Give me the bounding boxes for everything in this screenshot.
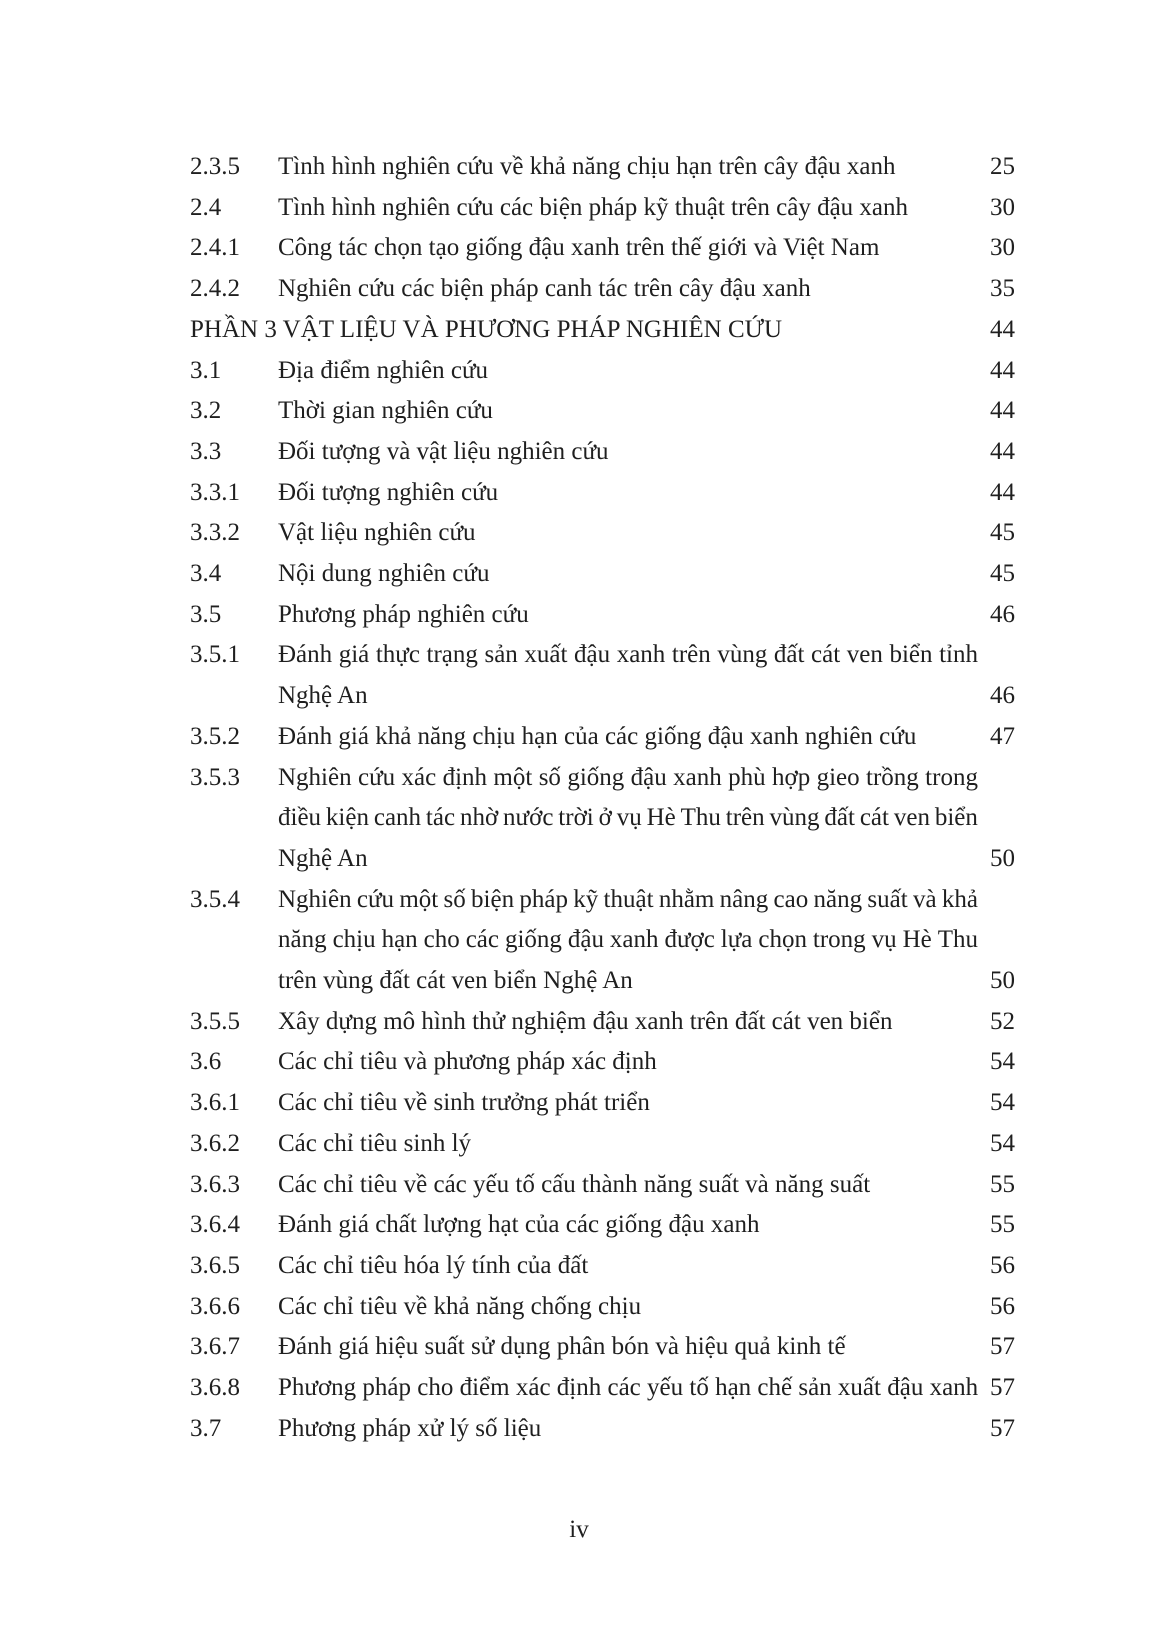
toc-entry-word: vùng [717, 641, 768, 669]
toc-entry-word: giá [338, 641, 370, 669]
toc-entry-page: 44 [990, 315, 1015, 343]
toc-entry-word: phù [728, 763, 766, 791]
toc-entry-text [278, 635, 978, 676]
toc-entry-word: chịu [332, 926, 376, 954]
toc-entry-word: đất [773, 641, 805, 669]
toc-entry-word: sản [484, 641, 518, 669]
toc-row [190, 473, 1015, 514]
toc-entry-word: xanh [609, 926, 659, 954]
toc-row [190, 635, 1015, 676]
toc-entry-page: 57 [990, 1414, 1015, 1442]
toc-row [190, 1287, 1015, 1328]
toc-section-heading-text: PHẦN 3 VẬT LIỆU VÀ PHƯƠNG PHÁP NGHIÊN CỨU [190, 315, 783, 343]
toc-row [190, 920, 1015, 961]
toc-entry-word: số [538, 763, 561, 791]
toc-row [190, 1327, 1015, 1368]
toc-entry-text: Đối tượng và vật liệu nghiên cứu [278, 437, 609, 465]
toc-entry-text: trên vùng đất cát ven biển Nghệ An [278, 967, 633, 995]
toc-entry-page: 57 [990, 1374, 1015, 1402]
toc-entry-word: tác [425, 804, 456, 832]
toc-entry-text: Đánh giá chất lượng hạt của các giống đậu xanh [278, 1211, 760, 1239]
toc-entry-word: Thu [680, 804, 721, 832]
toc-entry-number: 3.6.4 [190, 1211, 240, 1239]
toc-entry-word: thực [375, 641, 420, 669]
toc-entry-word: đất [824, 804, 855, 832]
toc-entry-word: vụ [871, 926, 897, 954]
toc-entry-number: 3.4 [190, 560, 222, 588]
toc-entry-word: thuật [603, 885, 654, 913]
toc-row [190, 554, 1015, 595]
toc-row [190, 1042, 1015, 1083]
toc-entry-word: cứu [357, 763, 396, 791]
toc-entry-word: xanh [616, 641, 666, 669]
toc-entry-number: 3.6.2 [190, 1129, 240, 1157]
toc-row [190, 391, 1015, 432]
toc-entry-number [190, 961, 278, 1002]
toc-entry-word: nhằm [658, 885, 715, 913]
toc-entry-number: 3.6.6 [190, 1292, 240, 1320]
toc-entry-word: Hè [902, 926, 932, 954]
toc-entry-text: Phương pháp xử lý số liệu [278, 1414, 542, 1442]
toc-entry-text: Nghiên cứu các biện pháp canh tác trên cây đậu xanh [278, 275, 811, 303]
toc-entry-word: năng [813, 885, 863, 913]
toc-entry-word: đậu [630, 763, 667, 791]
page-footer [0, 1510, 1158, 1550]
toc-entry-page [978, 758, 1015, 799]
toc-entry-word: nhờ [459, 804, 499, 832]
toc-entry-word: hợp [771, 763, 811, 791]
toc-entry-number: 3.5.1 [190, 641, 240, 669]
toc-entry-word: giống [504, 926, 562, 954]
toc-entry-page: 46 [990, 600, 1015, 628]
toc-entry-number [190, 920, 278, 961]
toc-entry-number: 3.3 [190, 437, 222, 465]
toc-entry-number: 3.5.2 [190, 722, 240, 750]
toc-entry-number: 3.6.8 [190, 1374, 240, 1402]
toc-entry-text: Đánh giá hiệu suất sử dụng phân bón và hiệu quả kinh tế [278, 1333, 846, 1361]
toc-entry-word: chọn [758, 926, 807, 954]
toc-entry-page [978, 920, 1015, 961]
toc-entry-word: Nghiên [278, 885, 352, 913]
toc-entry-word: kiện [325, 804, 369, 832]
toc-entry-word: trên [671, 641, 711, 669]
toc-row [190, 1246, 1015, 1287]
toc-entry-word: trạng [426, 641, 478, 669]
table-of-contents [190, 147, 1015, 1450]
toc-entry-page: 35 [990, 275, 1015, 303]
toc-entry-word: cho [423, 926, 460, 954]
toc-row [190, 595, 1015, 636]
toc-row [190, 228, 1015, 269]
toc-entry-text: Tình hình nghiên cứu về khả năng chịu hạn trên cây đậu xanh [278, 153, 896, 180]
toc-entry-word: một [493, 763, 533, 791]
toc-entry-word: cao [773, 885, 809, 913]
toc-entry-page: 54 [990, 1129, 1015, 1157]
toc-entry-number: 2.4.1 [190, 234, 240, 262]
toc-entry-word: ở [598, 804, 612, 832]
toc-entry-word: một [399, 885, 439, 913]
toc-entry-word: trong [812, 926, 866, 954]
toc-entry-number: 3.6.3 [190, 1170, 240, 1198]
toc-entry-word: điều [278, 804, 322, 832]
toc-row [190, 269, 1015, 310]
toc-entry-text [278, 798, 978, 839]
toc-entry-word: xanh [673, 763, 722, 791]
toc-entry-page: 56 [990, 1251, 1015, 1279]
toc-entry-page: 57 [990, 1333, 1015, 1361]
toc-entry-page: 46 [990, 682, 1015, 710]
toc-entry-text: Các chỉ tiêu về sinh trưởng phát triển [278, 1089, 650, 1117]
toc-entry-page: 50 [990, 844, 1015, 872]
toc-entry-text: Nghệ An [278, 682, 368, 710]
toc-row [190, 1124, 1015, 1165]
toc-entry-number: 2.4.2 [190, 275, 240, 303]
toc-entry-page: 30 [990, 193, 1015, 221]
toc-entry-page: 30 [990, 234, 1015, 262]
toc-entry-number: 3.6.1 [190, 1089, 240, 1117]
toc-entry-word: Thu [937, 926, 978, 954]
toc-row [190, 758, 1015, 799]
toc-entry-page: 44 [990, 478, 1015, 506]
toc-entry-word: hạn [381, 926, 418, 954]
toc-row [190, 432, 1015, 473]
toc-entry-word: lựa [720, 926, 753, 954]
toc-entry-text: Thời gian nghiên cứu [278, 397, 493, 425]
toc-section-heading-row [190, 310, 1015, 351]
toc-row [190, 147, 1015, 188]
toc-entry-word: Hè [646, 804, 676, 832]
toc-entry-word: trời [558, 804, 594, 832]
toc-entry-word: cát [859, 804, 889, 832]
toc-entry-page [978, 635, 1015, 676]
toc-row [190, 1083, 1015, 1124]
toc-entry-number: 3.5 [190, 600, 222, 628]
toc-row [190, 1409, 1015, 1450]
toc-row [190, 188, 1015, 229]
toc-entry-word: các [465, 926, 499, 954]
toc-entry-number: 3.5.4 [190, 885, 240, 913]
toc-entry-text: Vật liệu nghiên cứu [278, 519, 476, 547]
toc-entry-number: 3.5.3 [190, 763, 240, 791]
toc-entry-number: 3.5.5 [190, 1007, 240, 1035]
toc-entry-text: Địa điểm nghiên cứu [278, 356, 489, 384]
toc-entry-word: gieo [816, 763, 860, 791]
toc-entry-page: 45 [990, 560, 1015, 588]
toc-entry-page: 44 [990, 356, 1015, 384]
toc-entry-number [190, 798, 278, 839]
toc-entry-word: cát [811, 641, 841, 669]
toc-entry-page [978, 798, 1015, 839]
toc-row [190, 839, 1015, 880]
toc-entry-page: 25 [990, 153, 1015, 180]
toc-entry-page: 55 [990, 1211, 1015, 1239]
page-number: iv [569, 1516, 589, 1543]
toc-entry-word: khả [941, 885, 978, 913]
toc-entry-text: Các chỉ tiêu và phương pháp xác định [278, 1048, 657, 1076]
toc-entry-text: Công tác chọn tạo giống đậu xanh trên thế giới và Việt Nam [278, 234, 880, 262]
toc-entry-word: biển [889, 641, 933, 669]
toc-entry-page [978, 880, 1015, 921]
toc-entry-word: xác [401, 763, 437, 791]
toc-entry-text: Các chỉ tiêu hóa lý tính của đất [278, 1251, 589, 1279]
toc-entry-word: Nghiên [278, 763, 352, 791]
toc-entry-word: pháp [519, 885, 568, 913]
toc-entry-text: Các chỉ tiêu sinh lý [278, 1129, 472, 1157]
toc-entry-number: 3.6.5 [190, 1251, 240, 1279]
toc-entry-number: 3.1 [190, 356, 222, 384]
toc-entry-text: Nội dung nghiên cứu [278, 560, 490, 588]
toc-entry-word: đậu [574, 641, 611, 669]
toc-entry-text [278, 758, 978, 799]
toc-entry-word: Đánh [278, 641, 333, 669]
toc-entry-number: 2.4 [190, 193, 222, 221]
toc-entry-word: số [443, 885, 466, 913]
toc-entry-word: ven [893, 804, 930, 832]
toc-entry-number: 2.3.5 [190, 153, 240, 180]
toc-entry-text: Đối tượng nghiên cứu [278, 478, 499, 506]
toc-entry-word: trồng [866, 763, 919, 791]
toc-entry-number: 3.7 [190, 1414, 222, 1442]
toc-entry-word: và [912, 885, 937, 913]
toc-entry-word: cứu [356, 885, 395, 913]
toc-entry-word: đậu [567, 926, 604, 954]
toc-entry-text [278, 880, 978, 921]
toc-row [190, 1205, 1015, 1246]
toc-row [190, 1002, 1015, 1043]
toc-entry-number: 3.6.7 [190, 1333, 240, 1361]
toc-entry-text: Đánh giá khả năng chịu hạn của các giống đậu xanh nghiên cứu [278, 722, 917, 750]
toc-entry-word: vụ [616, 804, 642, 832]
toc-entry-word: giống [567, 763, 625, 791]
toc-entry-page: 55 [990, 1170, 1015, 1198]
toc-entry-page: 52 [990, 1007, 1015, 1035]
toc-row [190, 880, 1015, 921]
toc-row [190, 1368, 1015, 1409]
toc-row [190, 351, 1015, 392]
toc-entry-text [278, 920, 978, 961]
toc-entry-word: xuất [524, 641, 568, 669]
toc-entry-text: Các chỉ tiêu về khả năng chống chịu [278, 1292, 642, 1320]
toc-entry-word: biện [471, 885, 515, 913]
toc-row [190, 717, 1015, 758]
toc-entry-page: 54 [990, 1089, 1015, 1117]
toc-entry-text: Phương pháp nghiên cứu [278, 600, 529, 628]
toc-entry-word: nước [503, 804, 554, 832]
toc-entry-page: 45 [990, 519, 1015, 547]
toc-entry-word: vùng [769, 804, 820, 832]
toc-entry-number [190, 839, 278, 880]
toc-entry-word: năng [278, 926, 327, 954]
toc-entry-page: 56 [990, 1292, 1015, 1320]
toc-row [190, 513, 1015, 554]
toc-entry-page: 54 [990, 1048, 1015, 1076]
toc-entry-text: Tình hình nghiên cứu các biện pháp kỹ thuật trên cây đậu xanh [278, 193, 909, 221]
toc-entry-word: suất [867, 885, 908, 913]
toc-entry-word: ven [846, 641, 883, 669]
toc-entry-word: được [664, 926, 715, 954]
toc-entry-number [190, 676, 278, 717]
toc-entry-word: trên [725, 804, 765, 832]
toc-row [190, 676, 1015, 717]
toc-entry-page: 44 [990, 437, 1015, 465]
toc-entry-word: canh [373, 804, 422, 832]
toc-entry-page: 50 [990, 967, 1015, 995]
toc-entry-text: Nghệ An [278, 844, 368, 872]
toc-entry-word: kỹ [573, 885, 599, 913]
toc-entry-word: tỉnh [939, 641, 978, 669]
toc-entry-word: biển [934, 804, 978, 832]
toc-entry-number: 3.3.1 [190, 478, 240, 506]
toc-entry-text: Các chỉ tiêu về các yếu tố cấu thành năng suất và năng suất [278, 1170, 871, 1198]
toc-entry-number: 3.2 [190, 397, 222, 425]
toc-entry-page: 44 [990, 397, 1015, 425]
toc-row [190, 1165, 1015, 1206]
toc-entry-word: định [442, 763, 488, 791]
toc-entry-word: nâng [719, 885, 769, 913]
toc-row [190, 798, 1015, 839]
toc-row [190, 961, 1015, 1002]
toc-entry-text: Xây dựng mô hình thử nghiệm đậu xanh trên đất cát ven biển [278, 1007, 893, 1035]
toc-entry-number: 3.3.2 [190, 519, 240, 547]
toc-entry-text: Phương pháp cho điểm xác định các yếu tố hạn chế sản xuất đậu xanh [278, 1374, 979, 1402]
toc-entry-word: trong [925, 763, 978, 791]
toc-entry-number: 3.6 [190, 1048, 222, 1076]
toc-entry-page: 47 [990, 722, 1015, 750]
